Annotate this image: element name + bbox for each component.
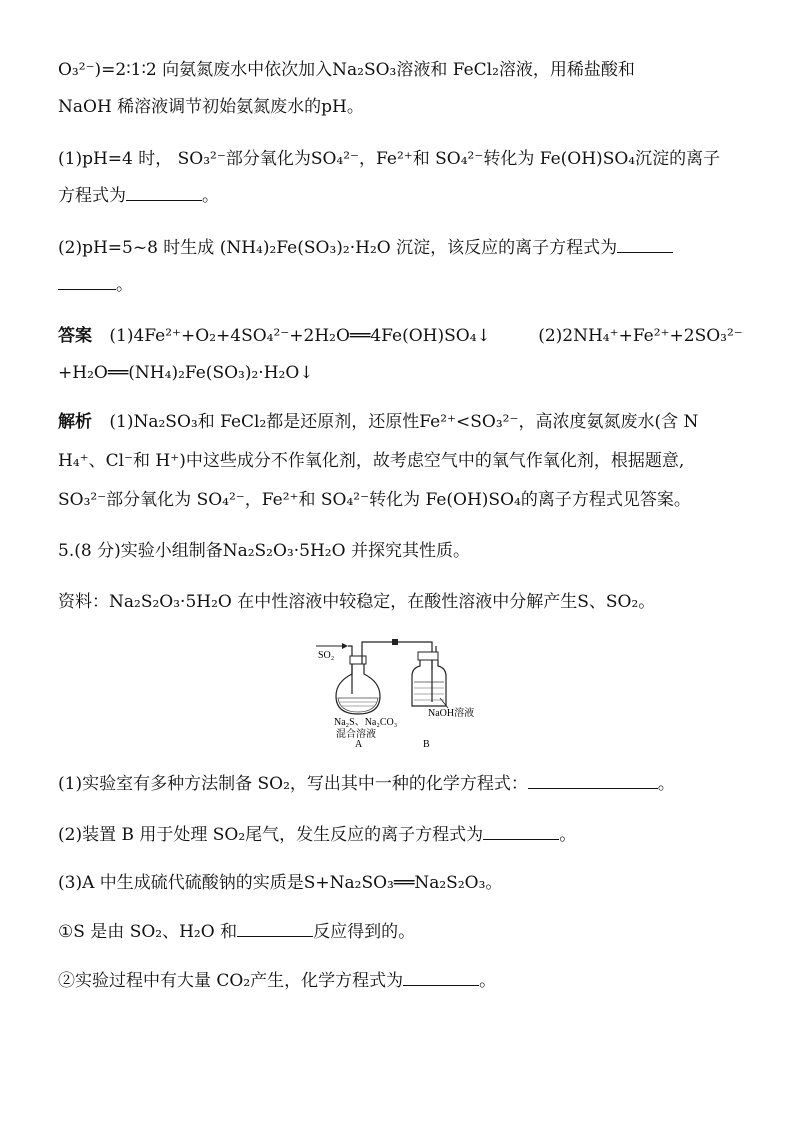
- inlet-tube: [348, 646, 352, 694]
- tube-clamp: [392, 639, 398, 645]
- answer-part-1: (1)4Fe²⁺+O₂+4SO₄²⁻+2H₂O══4Fe(OH)SO₄↓: [109, 326, 491, 346]
- part-2-line: [58, 824, 576, 846]
- flask-liquid: [338, 698, 378, 712]
- part-1-text: (1)实验室有多种方法制备 SO₂，写出其中一种的化学方程式：: [58, 774, 528, 794]
- question-1-line-b: [58, 185, 219, 207]
- answer-blank[interactable]: [617, 237, 673, 253]
- text-line-1: O₃²⁻)=2∶1∶2 向氨氮废水中依次加入Na₂SO₃溶液和 FeCl₂溶液，用稀盐酸和: [58, 60, 635, 80]
- part-3a-text: ①S 是由 SO₂、H₂O 和: [58, 922, 238, 942]
- analysis-line-2: H₄⁺、Cl⁻和 H⁺)中这些成分不作氧化剂，故考虑空气中的氧气作氧化剂，根据题意,: [58, 451, 685, 471]
- analysis-line-1: [58, 411, 698, 433]
- answer-part-2: (2)2NH₄⁺+Fe²⁺+2SO₃²⁻: [538, 326, 743, 346]
- analysis-label: 解析: [58, 412, 92, 432]
- part-2-text: (2)装置 B 用于处理 SO₂尾气，发生反应的离子方程式为: [58, 825, 484, 845]
- punctuation: 。: [116, 275, 133, 295]
- answer-blank[interactable]: [483, 824, 559, 840]
- answer-line-2: +H₂O══(NH₄)₂Fe(SO₃)₂·H₂O↓: [58, 363, 314, 383]
- answer-blank[interactable]: [126, 185, 202, 201]
- punctuation: 。: [559, 825, 577, 845]
- flask-stopper: [350, 656, 366, 664]
- punctuation: 。: [657, 774, 675, 794]
- bottle-label: NaOH溶液: [428, 708, 475, 719]
- part-3-line: (3)A 中生成硫代硫酸钠的实质是S+Na₂SO₃══Na₂S₂O₃。: [58, 873, 503, 893]
- answer-blank[interactable]: [237, 921, 313, 937]
- punctuation: 。: [479, 971, 497, 991]
- answer-label: 答案: [58, 326, 92, 346]
- arrow-head-icon: [342, 643, 348, 649]
- question-5-title: 5.(8 分)实验小组制备Na₂S₂O₃·5H₂O 并探究其性质。: [58, 541, 470, 561]
- part-3a-line: [58, 921, 415, 943]
- gas-label: SO₂: [318, 650, 335, 661]
- answer-blank[interactable]: [528, 773, 658, 789]
- question-1-text: 方程式为: [58, 186, 126, 206]
- part-3a-end: 反应得到的。: [313, 922, 416, 942]
- label-a: A: [355, 739, 363, 748]
- analysis-line-3: SO₃²⁻部分氧化为 SO₄²⁻，Fe²⁺和 SO₄²⁻转化为 Fe(OH)SO₄的离子方程式见答案。: [58, 490, 691, 510]
- info-line: 资料：Na₂S₂O₃·5H₂O 在中性溶液中较稳定，在酸性溶液中分解产生S、SO₂。: [58, 592, 656, 612]
- question-2-text: (2)pH=5~8 时生成 (NH₄)₂Fe(SO₃)₂·H₂O 沉淀，该反应的离子方程式为: [58, 238, 618, 258]
- text-line-2: NaOH 稀溶液调节初始氨氮废水的pH。: [58, 97, 364, 117]
- analysis-text-1: (1)Na₂SO₃和 FeCl₂都是还原剂，还原性Fe²⁺<SO₃²⁻，高浓度氨氮废水(含 N: [109, 412, 699, 432]
- part-3b-line: [58, 970, 496, 992]
- question-2-line-a: [58, 237, 673, 259]
- part-3b-text: ②实验过程中有大量 CO₂产生，化学方程式为: [58, 971, 404, 991]
- apparatus-diagram: [314, 636, 494, 748]
- punctuation: 。: [202, 186, 219, 206]
- answer-line-1: [58, 325, 743, 347]
- answer-blank[interactable]: [58, 274, 116, 290]
- answer-blank[interactable]: [403, 970, 479, 986]
- question-1-line-a: (1)pH=4 时， SO₃²⁻部分氧化为SO₄²⁻，Fe²⁺和 SO₄²⁻转化为 Fe(OH)SO₄沉淀的离子: [58, 149, 721, 169]
- flask-a: [336, 664, 380, 714]
- flask-label-1: Na₂S、Na₂CO₃: [334, 717, 398, 728]
- label-b: B: [423, 739, 430, 748]
- part-1-line: [58, 773, 675, 795]
- question-2-line-b: [58, 274, 133, 296]
- bottle-stopper: [418, 652, 438, 660]
- flask-label-2: 混合溶液: [336, 729, 376, 740]
